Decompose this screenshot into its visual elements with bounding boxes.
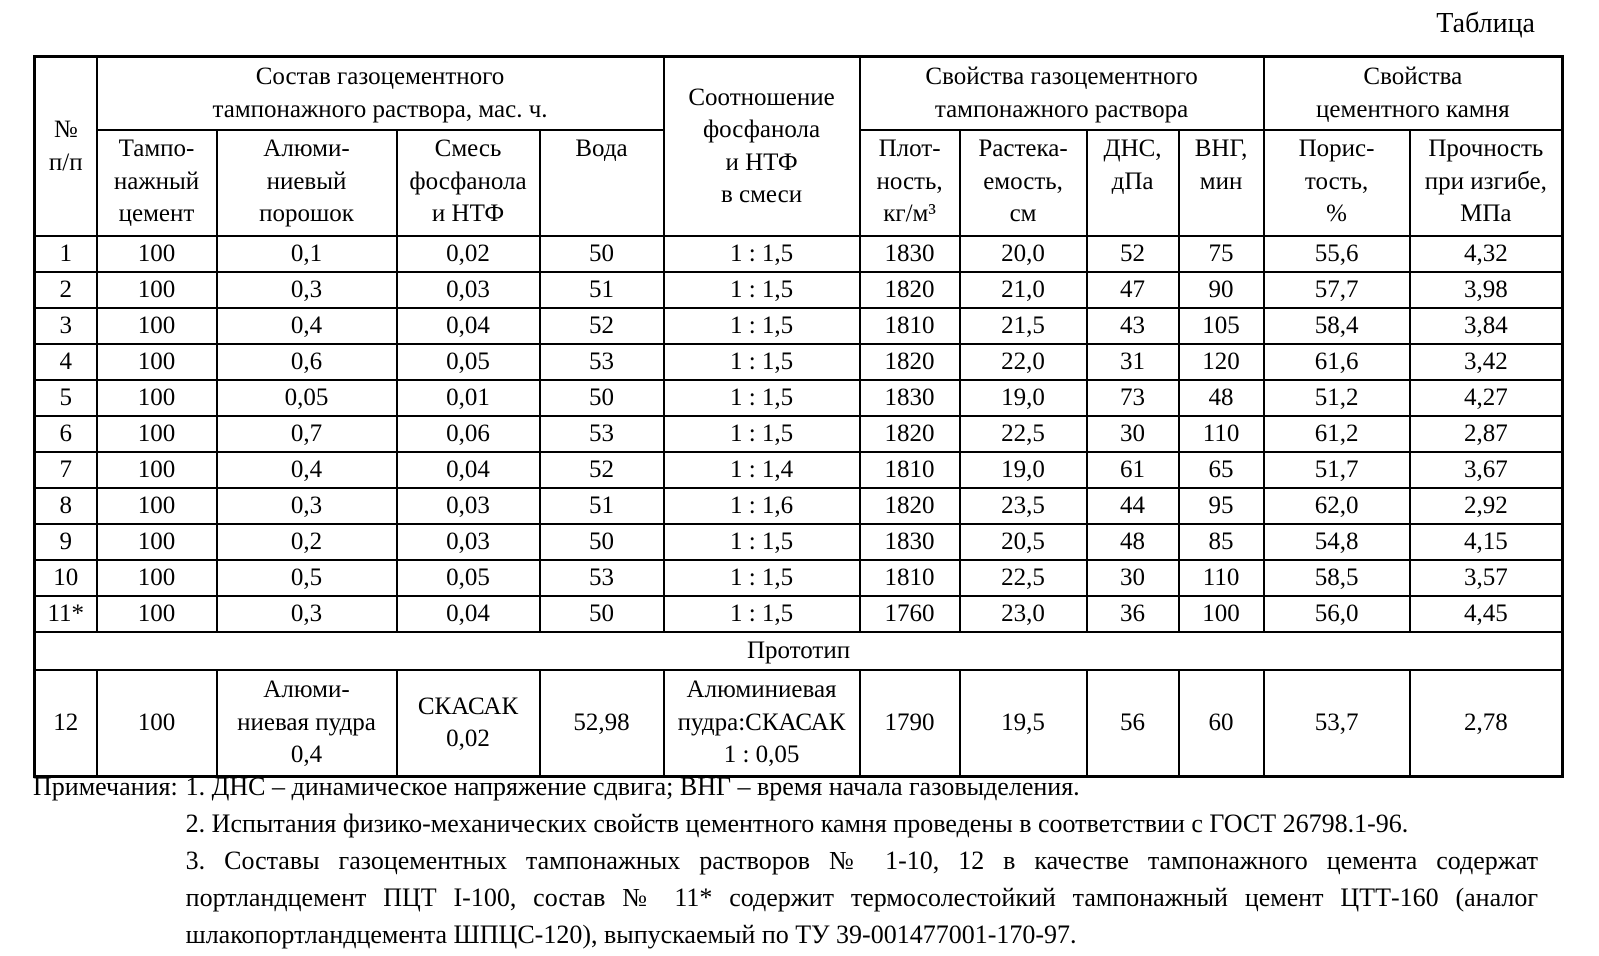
- notes-section: [33, 768, 1538, 953]
- table-cell: 4,45: [1410, 596, 1563, 632]
- table-cell: 0,4: [217, 452, 397, 488]
- table-cell: 0,02: [397, 236, 540, 272]
- table-cell: 30: [1087, 416, 1179, 452]
- table-cell: 95: [1179, 488, 1264, 524]
- table-cell: 53: [540, 344, 664, 380]
- table-cell: 5: [35, 380, 97, 416]
- table-cell: 19,0: [960, 452, 1087, 488]
- table-cell: 22,5: [960, 560, 1087, 596]
- table-cell: 51,2: [1264, 380, 1410, 416]
- table-cell: 100: [97, 596, 217, 632]
- table-cell: 8: [35, 488, 97, 524]
- table-cell: 0,04: [397, 452, 540, 488]
- table-cell: 20,0: [960, 236, 1087, 272]
- table-cell: 52: [540, 452, 664, 488]
- table-cell: 12: [35, 670, 97, 777]
- table-cell: 0,2: [217, 524, 397, 560]
- table-cell: 51,7: [1264, 452, 1410, 488]
- table-cell: 1 : 1,5: [664, 416, 860, 452]
- table-cell: 2,78: [1410, 670, 1563, 777]
- table-cell: 1790: [860, 670, 960, 777]
- table-cell: 1 : 1,5: [664, 524, 860, 560]
- table-cell: 85: [1179, 524, 1264, 560]
- col-group-stone-properties: Свойства цементного камня: [1264, 57, 1563, 131]
- table-cell: 0,05: [217, 380, 397, 416]
- table-cell: 120: [1179, 344, 1264, 380]
- table-cell: 100: [97, 344, 217, 380]
- note-item-1: 1. ДНС – динамическое напряжение сдвига; ВНГ – время начала газовыделения.: [185, 772, 1080, 801]
- table-cell: 0,7: [217, 416, 397, 452]
- col-header-spreadability: Растека- емость, см: [960, 130, 1087, 236]
- table-cell: 100: [97, 236, 217, 272]
- table-cell: 100: [97, 272, 217, 308]
- col-header-bending-strength: Прочность при изгибе, МПа: [1410, 130, 1563, 236]
- table-cell: 3,67: [1410, 452, 1563, 488]
- table-cell: 1810: [860, 452, 960, 488]
- table-cell: 23,5: [960, 488, 1087, 524]
- table-cell: 50: [540, 524, 664, 560]
- col-header-aluminium-powder: Алюми- ниевый порошок: [217, 130, 397, 236]
- col-header-vng: ВНГ, мин: [1179, 130, 1264, 236]
- table-cell: 10: [35, 560, 97, 596]
- table-cell: 1820: [860, 344, 960, 380]
- table-cell: 0,6: [217, 344, 397, 380]
- table-cell: 100: [97, 452, 217, 488]
- table-cell: 0,04: [397, 308, 540, 344]
- table-cell: 19,5: [960, 670, 1087, 777]
- table-cell: 60: [1179, 670, 1264, 777]
- table-cell: 1810: [860, 308, 960, 344]
- table-cell: 100: [97, 308, 217, 344]
- col-group-mortar-properties: Свойства газоцементного тампонажного раствора: [860, 57, 1264, 131]
- table-cell: 1820: [860, 416, 960, 452]
- table-cell: 100: [97, 488, 217, 524]
- table-cell: 1 : 1,5: [664, 236, 860, 272]
- table-cell: 61: [1087, 452, 1179, 488]
- table-cell: 1 : 1,5: [664, 380, 860, 416]
- table-cell: 0,03: [397, 272, 540, 308]
- table-cell: 1 : 1,5: [664, 596, 860, 632]
- table-cell: 1830: [860, 236, 960, 272]
- table-cell: 21,0: [960, 272, 1087, 308]
- table-cell: 56: [1087, 670, 1179, 777]
- table-cell: 1 : 1,5: [664, 272, 860, 308]
- table-cell: 50: [540, 236, 664, 272]
- table-cell: 0,3: [217, 272, 397, 308]
- col-header-phosphanol-mix: Смесь фосфанола и НТФ: [397, 130, 540, 236]
- table-cell: 52,98: [540, 670, 664, 777]
- table-cell: 4,27: [1410, 380, 1563, 416]
- table-cell: 0,4: [217, 308, 397, 344]
- table-cell: 20,5: [960, 524, 1087, 560]
- table-cell: 0,1: [217, 236, 397, 272]
- table-cell: 1 : 1,5: [664, 308, 860, 344]
- notes-label: Примечания:: [33, 772, 178, 801]
- table-cell: 53: [540, 560, 664, 596]
- table-cell: 1830: [860, 380, 960, 416]
- table-cell: 4,15: [1410, 524, 1563, 560]
- table-cell: 22,5: [960, 416, 1087, 452]
- table-cell: 90: [1179, 272, 1264, 308]
- table-cell: 0,01: [397, 380, 540, 416]
- table-cell: 0,3: [217, 488, 397, 524]
- notes-items: [186, 768, 1538, 953]
- table-cell: 57,7: [1264, 272, 1410, 308]
- col-header-row-number: № п/п: [35, 57, 97, 237]
- data-table: [33, 55, 1564, 778]
- table-cell: 53: [540, 416, 664, 452]
- table-cell: 73: [1087, 380, 1179, 416]
- table-cell: 0,5: [217, 560, 397, 596]
- table-cell: 105: [1179, 308, 1264, 344]
- table-cell: 21,5: [960, 308, 1087, 344]
- table-cell: 30: [1087, 560, 1179, 596]
- col-header-cement: Тампо- нажный цемент: [97, 130, 217, 236]
- col-header-porosity: Порис- тость, %: [1264, 130, 1410, 236]
- table-cell: 1 : 1,5: [664, 560, 860, 596]
- table-cell: 9: [35, 524, 97, 560]
- table-cell: 58,5: [1264, 560, 1410, 596]
- table-cell: 1820: [860, 488, 960, 524]
- table-cell: 55,6: [1264, 236, 1410, 272]
- table-cell: 43: [1087, 308, 1179, 344]
- table-cell: 3: [35, 308, 97, 344]
- table-cell: 100: [97, 560, 217, 596]
- table-cell: 1 : 1,6: [664, 488, 860, 524]
- table-cell: 4: [35, 344, 97, 380]
- table-cell: 4,32: [1410, 236, 1563, 272]
- note-item-2: 2. Испытания физико-механических свойств цементного камня проведены в соответствии с ГОСТ 26798.1-96.: [185, 809, 1409, 838]
- table-cell: 36: [1087, 596, 1179, 632]
- table-cell: 65: [1179, 452, 1264, 488]
- table-cell: 61,6: [1264, 344, 1410, 380]
- table-cell: 3,42: [1410, 344, 1563, 380]
- table-cell: 58,4: [1264, 308, 1410, 344]
- table-cell: 48: [1179, 380, 1264, 416]
- table-cell: Алюминиевая пудра:СКАСАК 1 : 0,05: [664, 670, 860, 777]
- table-cell: 3,98: [1410, 272, 1563, 308]
- table-cell: 54,8: [1264, 524, 1410, 560]
- prototype-section-label: Прототип: [35, 632, 1563, 670]
- table-header: [35, 57, 1563, 237]
- table-cell: 52: [540, 308, 664, 344]
- table-cell: 110: [1179, 560, 1264, 596]
- table-cell: 0,03: [397, 488, 540, 524]
- table-cell: 1820: [860, 272, 960, 308]
- table-body: [35, 236, 1563, 777]
- table-cell: Алюми- ниевая пудра 0,4: [217, 670, 397, 777]
- table-cell: 7: [35, 452, 97, 488]
- table-cell: 19,0: [960, 380, 1087, 416]
- table-cell: 1 : 1,5: [664, 344, 860, 380]
- table-cell: 75: [1179, 236, 1264, 272]
- table-cell: 53,7: [1264, 670, 1410, 777]
- table-cell: 100: [97, 380, 217, 416]
- table-cell: 0,06: [397, 416, 540, 452]
- table-cell: 52: [1087, 236, 1179, 272]
- table-cell: 51: [540, 488, 664, 524]
- table-cell: 0,03: [397, 524, 540, 560]
- col-header-density: Плот- ность, кг/м³: [860, 130, 960, 236]
- table-cell: 100: [97, 670, 217, 777]
- table-caption: Таблица: [1436, 8, 1535, 39]
- table-cell: 100: [1179, 596, 1264, 632]
- table-cell: 48: [1087, 524, 1179, 560]
- table-cell: 50: [540, 596, 664, 632]
- table-cell: СКАСАК 0,02: [397, 670, 540, 777]
- note-item-3: 3. Составы газоцементных тампонажных растворов № 1-10, 12 в качестве тампонажного цемента содержат портландцемент ПЦТ I-100, состав № 11* содержит термосолестойкий тампонажный цемент ЦТТ-160 (аналог шлакопортландцемента ШПЦС-120), выпускаемый по ТУ 39-001477001-170-97.: [185, 846, 1538, 949]
- table-cell: 11*: [35, 596, 97, 632]
- table-cell: 51: [540, 272, 664, 308]
- col-header-water: Вода: [540, 130, 664, 236]
- table-cell: 22,0: [960, 344, 1087, 380]
- table-cell: 100: [97, 524, 217, 560]
- col-header-ratio: Соотношение фосфанола и НТФ в смеси: [664, 57, 860, 237]
- col-group-composition: Состав газоцементного тампонажного раствора, мас. ч.: [97, 57, 664, 131]
- table-cell: 2: [35, 272, 97, 308]
- table-cell: 0,05: [397, 560, 540, 596]
- col-header-dns: ДНС, дПа: [1087, 130, 1179, 236]
- table-cell: 1810: [860, 560, 960, 596]
- table-cell: 62,0: [1264, 488, 1410, 524]
- table-cell: 1: [35, 236, 97, 272]
- table-cell: 100: [97, 416, 217, 452]
- table-cell: 1830: [860, 524, 960, 560]
- table-cell: 0,3: [217, 596, 397, 632]
- table-cell: 56,0: [1264, 596, 1410, 632]
- table-cell: 2,87: [1410, 416, 1563, 452]
- table-cell: 3,57: [1410, 560, 1563, 596]
- table-cell: 2,92: [1410, 488, 1563, 524]
- table-cell: 0,04: [397, 596, 540, 632]
- table-cell: 110: [1179, 416, 1264, 452]
- table-cell: 1 : 1,4: [664, 452, 860, 488]
- table-cell: 31: [1087, 344, 1179, 380]
- table-cell: 6: [35, 416, 97, 452]
- table-cell: 23,0: [960, 596, 1087, 632]
- table-cell: 50: [540, 380, 664, 416]
- table-cell: 1760: [860, 596, 960, 632]
- table-cell: 47: [1087, 272, 1179, 308]
- table-cell: 61,2: [1264, 416, 1410, 452]
- table-cell: 3,84: [1410, 308, 1563, 344]
- table-cell: 0,05: [397, 344, 540, 380]
- table-cell: 44: [1087, 488, 1179, 524]
